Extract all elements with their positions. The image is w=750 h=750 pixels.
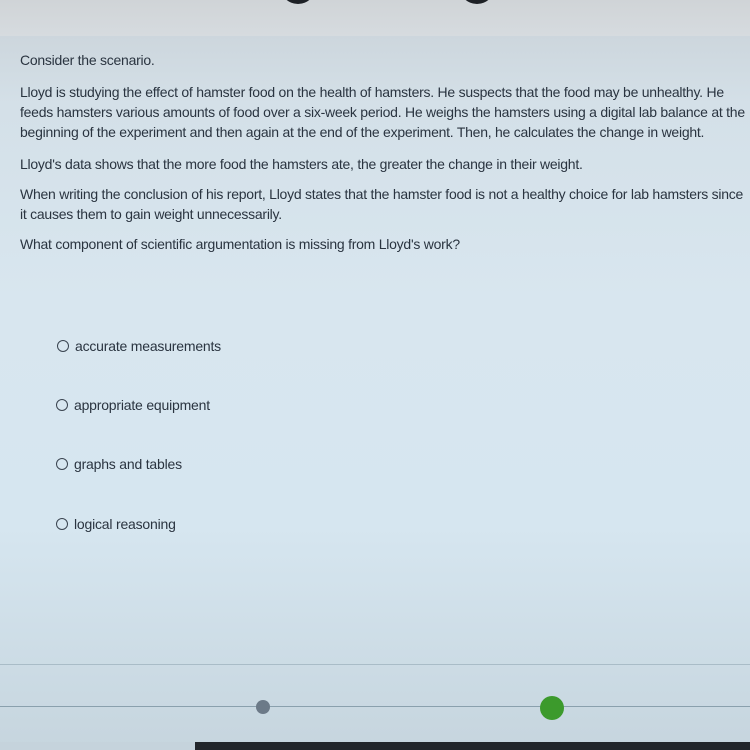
progress-step-active[interactable] [540, 696, 564, 720]
divider [0, 664, 750, 665]
question-scenario: Lloyd is studying the effect of hamster food on the health of hamsters. He suspects that the food may be unhealthy. He feeds hamsters various amounts of food over a six-week period. He weighs the hamsters using a digital lab balance at the beginning of the experiment and then again at the end of the experiment. Then, he calculates the change in weight. [20, 84, 745, 140]
radio-button-icon[interactable] [56, 399, 68, 411]
choice-logical-reasoning[interactable] [56, 514, 176, 534]
choice-appropriate-equipment[interactable] [56, 395, 210, 415]
question-conclusion: When writing the conclusion of his report, Lloyd states that the hamster food is not a healthy choice for lab hamsters since it causes them to gain weight unnecessarily. [20, 186, 744, 222]
choice-label: logical reasoning [74, 516, 176, 532]
choice-label: accurate measurements [75, 338, 221, 354]
choice-label: graphs and tables [74, 456, 182, 472]
question-prompt: What component of scientific argumentation is missing from Lloyd's work? [20, 236, 460, 252]
progress-track [0, 706, 750, 707]
question-text [20, 50, 748, 266]
choice-accurate-measurements[interactable] [57, 336, 221, 356]
question-data-statement: Lloyd's data shows that the more food the hamsters ate, the greater the change in their weight. [20, 156, 583, 172]
top-control-right[interactable] [459, 0, 495, 4]
top-control-left[interactable] [280, 0, 316, 4]
choice-label: appropriate equipment [74, 397, 210, 413]
radio-button-icon[interactable] [57, 340, 69, 352]
choice-graphs-and-tables[interactable] [56, 454, 182, 474]
radio-button-icon[interactable] [56, 458, 68, 470]
screen-bottom-edge [0, 742, 750, 750]
radio-button-icon[interactable] [56, 518, 68, 530]
progress-step-inactive[interactable] [256, 700, 270, 714]
question-intro: Consider the scenario. [20, 52, 155, 68]
top-bar [0, 0, 750, 36]
